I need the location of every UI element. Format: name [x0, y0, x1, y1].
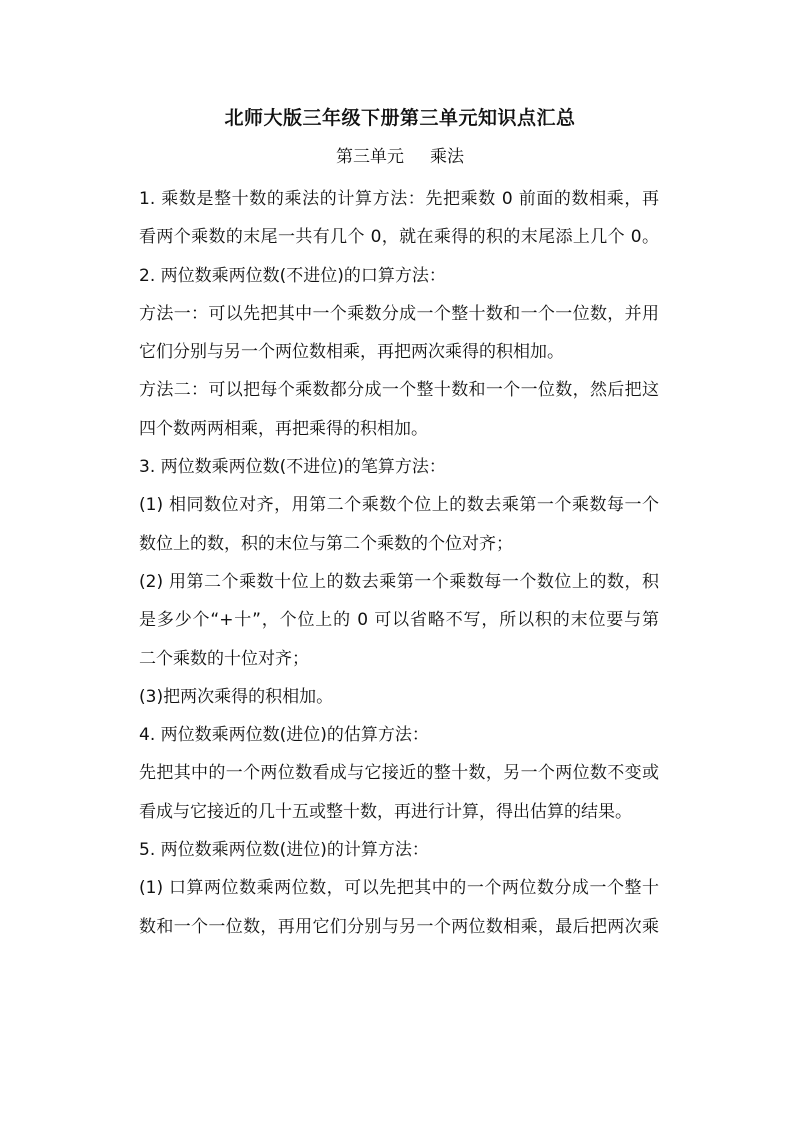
text-line: 它们分别与另一个两位数相乘，再把两次乘得的积相加。 [139, 342, 564, 363]
text-line: (1) 口算两位数乘两位数，可以先把其中的一个两位数分成一个整十 [139, 878, 659, 899]
text-line: 5. 两位数乘两位数(进位)的计算方法： [139, 840, 429, 861]
text-line: 1. 乘数是整十数的乘法的计算方法：先把乘数 0 前面的数相乘，再 [139, 189, 659, 209]
text-line: 二个乘数的十位对齐； [139, 648, 309, 669]
text-line: 数位上的数，积的末位与第二个乘数的个位对齐； [139, 533, 513, 554]
document-body [139, 180, 659, 946]
text-line: (2) 用第二个乘数十位上的数去乘第一个乘数每一个数位上的数，积 [139, 571, 659, 592]
text-line: (1) 相同数位对齐，用第二个乘数个位上的数去乘第一个乘数每一个 [139, 495, 659, 516]
text-line: 方法一：可以先把其中一个乘数分成一个整十数和一个一位数，并用 [139, 303, 659, 324]
text-line: 2. 两位数乘两位数(不进位)的口算方法： [139, 265, 446, 286]
text-line: 是多少个“+十”，个位上的 0 可以省略不写，所以积的末位要与第 [139, 610, 659, 631]
text-line: 方法二：可以把每个乘数都分成一个整十数和一个一位数，然后把这 [139, 380, 659, 401]
topic-label: 乘法 [430, 147, 464, 167]
text-line: 四个数两两相乘，再把乘得的积相加。 [139, 418, 428, 439]
text-line: 4. 两位数乘两位数(进位)的估算方法： [139, 725, 429, 746]
text-line: (3)把两次乘得的积相加。 [139, 686, 334, 707]
text-line: 看两个乘数的末尾一共有几个 0，就在乘得的积的末尾添上几个 0。 [139, 227, 659, 248]
text-line: 数和一个一位数，再用它们分别与另一个两位数相乘，最后把两次乘 [139, 916, 659, 937]
text-line: 先把其中的一个两位数看成与它接近的整十数，另一个两位数不变或 [139, 763, 659, 784]
text-line: 3. 两位数乘两位数(不进位)的笔算方法： [139, 457, 446, 478]
document-title: 北师大版三年级下册第三单元知识点汇总 [224, 107, 576, 129]
unit-label: 第三单元 [336, 147, 404, 167]
unit-subtitle [0, 144, 800, 170]
text-line: 看成与它接近的几十五或整十数，再进行计算，得出估算的结果。 [139, 801, 632, 822]
